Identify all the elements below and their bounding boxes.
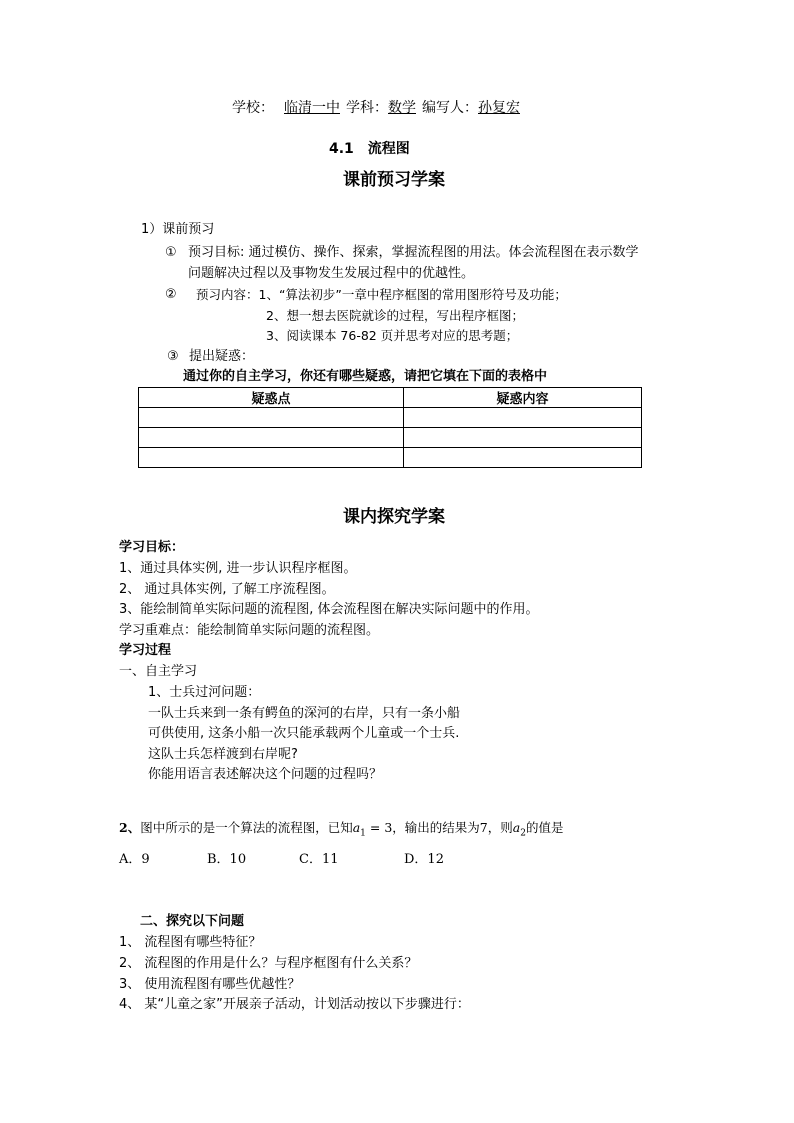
- difficulty-text: 学习重难点：能绘制简单实际问题的流程图。: [119, 623, 380, 638]
- author-label: 编写人：: [422, 100, 478, 116]
- subscript: 2: [520, 828, 526, 839]
- doubt-label: 提出疑惑：: [189, 349, 255, 364]
- option-b: B．10: [207, 852, 247, 867]
- table-cell[interactable]: [139, 428, 404, 448]
- question-2-text-a: 图中所示的是一个算法的流程图，已知: [140, 820, 353, 835]
- option-a: A．9: [119, 852, 150, 867]
- goal-marker: ①: [165, 245, 177, 260]
- question-item: 2、 流程图的作用是什么？与程序框图有什么关系？: [119, 956, 418, 971]
- subject-name: 数学: [388, 100, 416, 116]
- subject-label: 学科：: [346, 100, 388, 116]
- question-2-text-b: ，输出的结果为: [392, 820, 480, 835]
- column-header-content: 疑惑内容: [404, 388, 642, 408]
- preview-content-line2: 2、想一想去医院就诊的过程，写出程序框图；: [266, 308, 524, 323]
- goal-item: 2、 通过具体实例, 了解工序流程图。: [119, 582, 335, 597]
- var-a: a: [352, 820, 361, 835]
- page-title-preview: 课前预习学案: [343, 170, 445, 190]
- table-cell[interactable]: [139, 408, 404, 428]
- question-2-number: 2、: [119, 820, 141, 835]
- problem1-line: 你能用语言表述解决这个问题的过程吗？: [148, 767, 383, 782]
- table-cell[interactable]: [404, 408, 642, 428]
- problem1-line: 一队士兵来到一条有鳄鱼的深河的右岸，只有一条小船: [148, 706, 461, 721]
- table-cell[interactable]: [404, 448, 642, 468]
- table-header-row: [139, 388, 642, 408]
- doubt-instruction: 通过你的自主学习，你还有哪些疑惑，请把它填在下面的表格中: [183, 369, 548, 384]
- output-value: 7: [479, 820, 488, 835]
- problem1-line: 可供使用, 这条小船一次只能承载两个儿童或一个士兵.: [148, 726, 460, 741]
- self-study-heading: 一、自主学习: [119, 664, 198, 679]
- problem1-line: 这队士兵怎样渡到右岸呢?: [148, 747, 298, 762]
- table-cell[interactable]: [404, 428, 642, 448]
- question-2-text-d: 的值是: [525, 820, 564, 835]
- preview-content-line3: 3、阅读课本 76-82 页并思考对应的思考题；: [266, 328, 519, 343]
- subscript: 1: [360, 828, 366, 839]
- option-c: C．11: [299, 852, 339, 867]
- preview-content-line1: 预习内容：1、“算法初步”一章中程序框图的常用图形符号及功能；: [196, 287, 567, 302]
- question-item: 3、 使用流程图有哪些优越性？: [119, 977, 301, 992]
- equals-three: = 3: [365, 820, 393, 835]
- question-item: 4、 某“儿童之家”开展亲子活动，计划活动按以下步骤进行：: [119, 997, 470, 1012]
- column-header-point: 疑惑点: [139, 388, 404, 408]
- school-label: 学校：: [232, 100, 274, 116]
- doubt-table: [138, 387, 642, 468]
- question-2-text-c: ，则: [487, 820, 513, 835]
- table-row: [139, 408, 642, 428]
- option-d: D．12: [404, 852, 444, 867]
- goals-heading: 学习目标：: [119, 540, 185, 555]
- table-cell[interactable]: [139, 448, 404, 468]
- problem1-title: 1、士兵过河问题：: [148, 685, 261, 700]
- process-heading: 学习过程: [119, 643, 172, 658]
- goal-item: 3、能绘制简单实际问题的流程图, 体会流程图在解决实际问题中的作用。: [119, 602, 539, 617]
- var-a: a: [512, 820, 521, 835]
- table-row: [139, 428, 642, 448]
- page-title-explore: 课内探究学案: [343, 507, 445, 527]
- question-item: 1、 流程图有哪些特征？: [119, 935, 262, 950]
- question-2: [119, 820, 563, 839]
- preview-heading: 1）课前预习: [141, 222, 215, 237]
- goal-item: 1、通过具体实例, 进一步认识程序框图。: [119, 561, 357, 576]
- content-marker: ②: [165, 287, 177, 302]
- preview-goal-line1: 预习目标: 通过模仿、操作、探索，掌握流程图的用法。体会流程图在表示数学: [188, 245, 639, 260]
- section-number: 4.1 流程图: [329, 141, 410, 157]
- school-name: 临清一中: [284, 100, 340, 116]
- table-row: [139, 448, 642, 468]
- author-name: 孙复宏: [478, 100, 520, 116]
- part2-heading: 二、探究以下问题: [140, 914, 245, 929]
- doubt-marker: ③: [167, 349, 179, 364]
- preview-goal-line2: 问题解决过程以及事物发生发展过程中的优越性。: [188, 266, 475, 281]
- document-header: [232, 100, 520, 117]
